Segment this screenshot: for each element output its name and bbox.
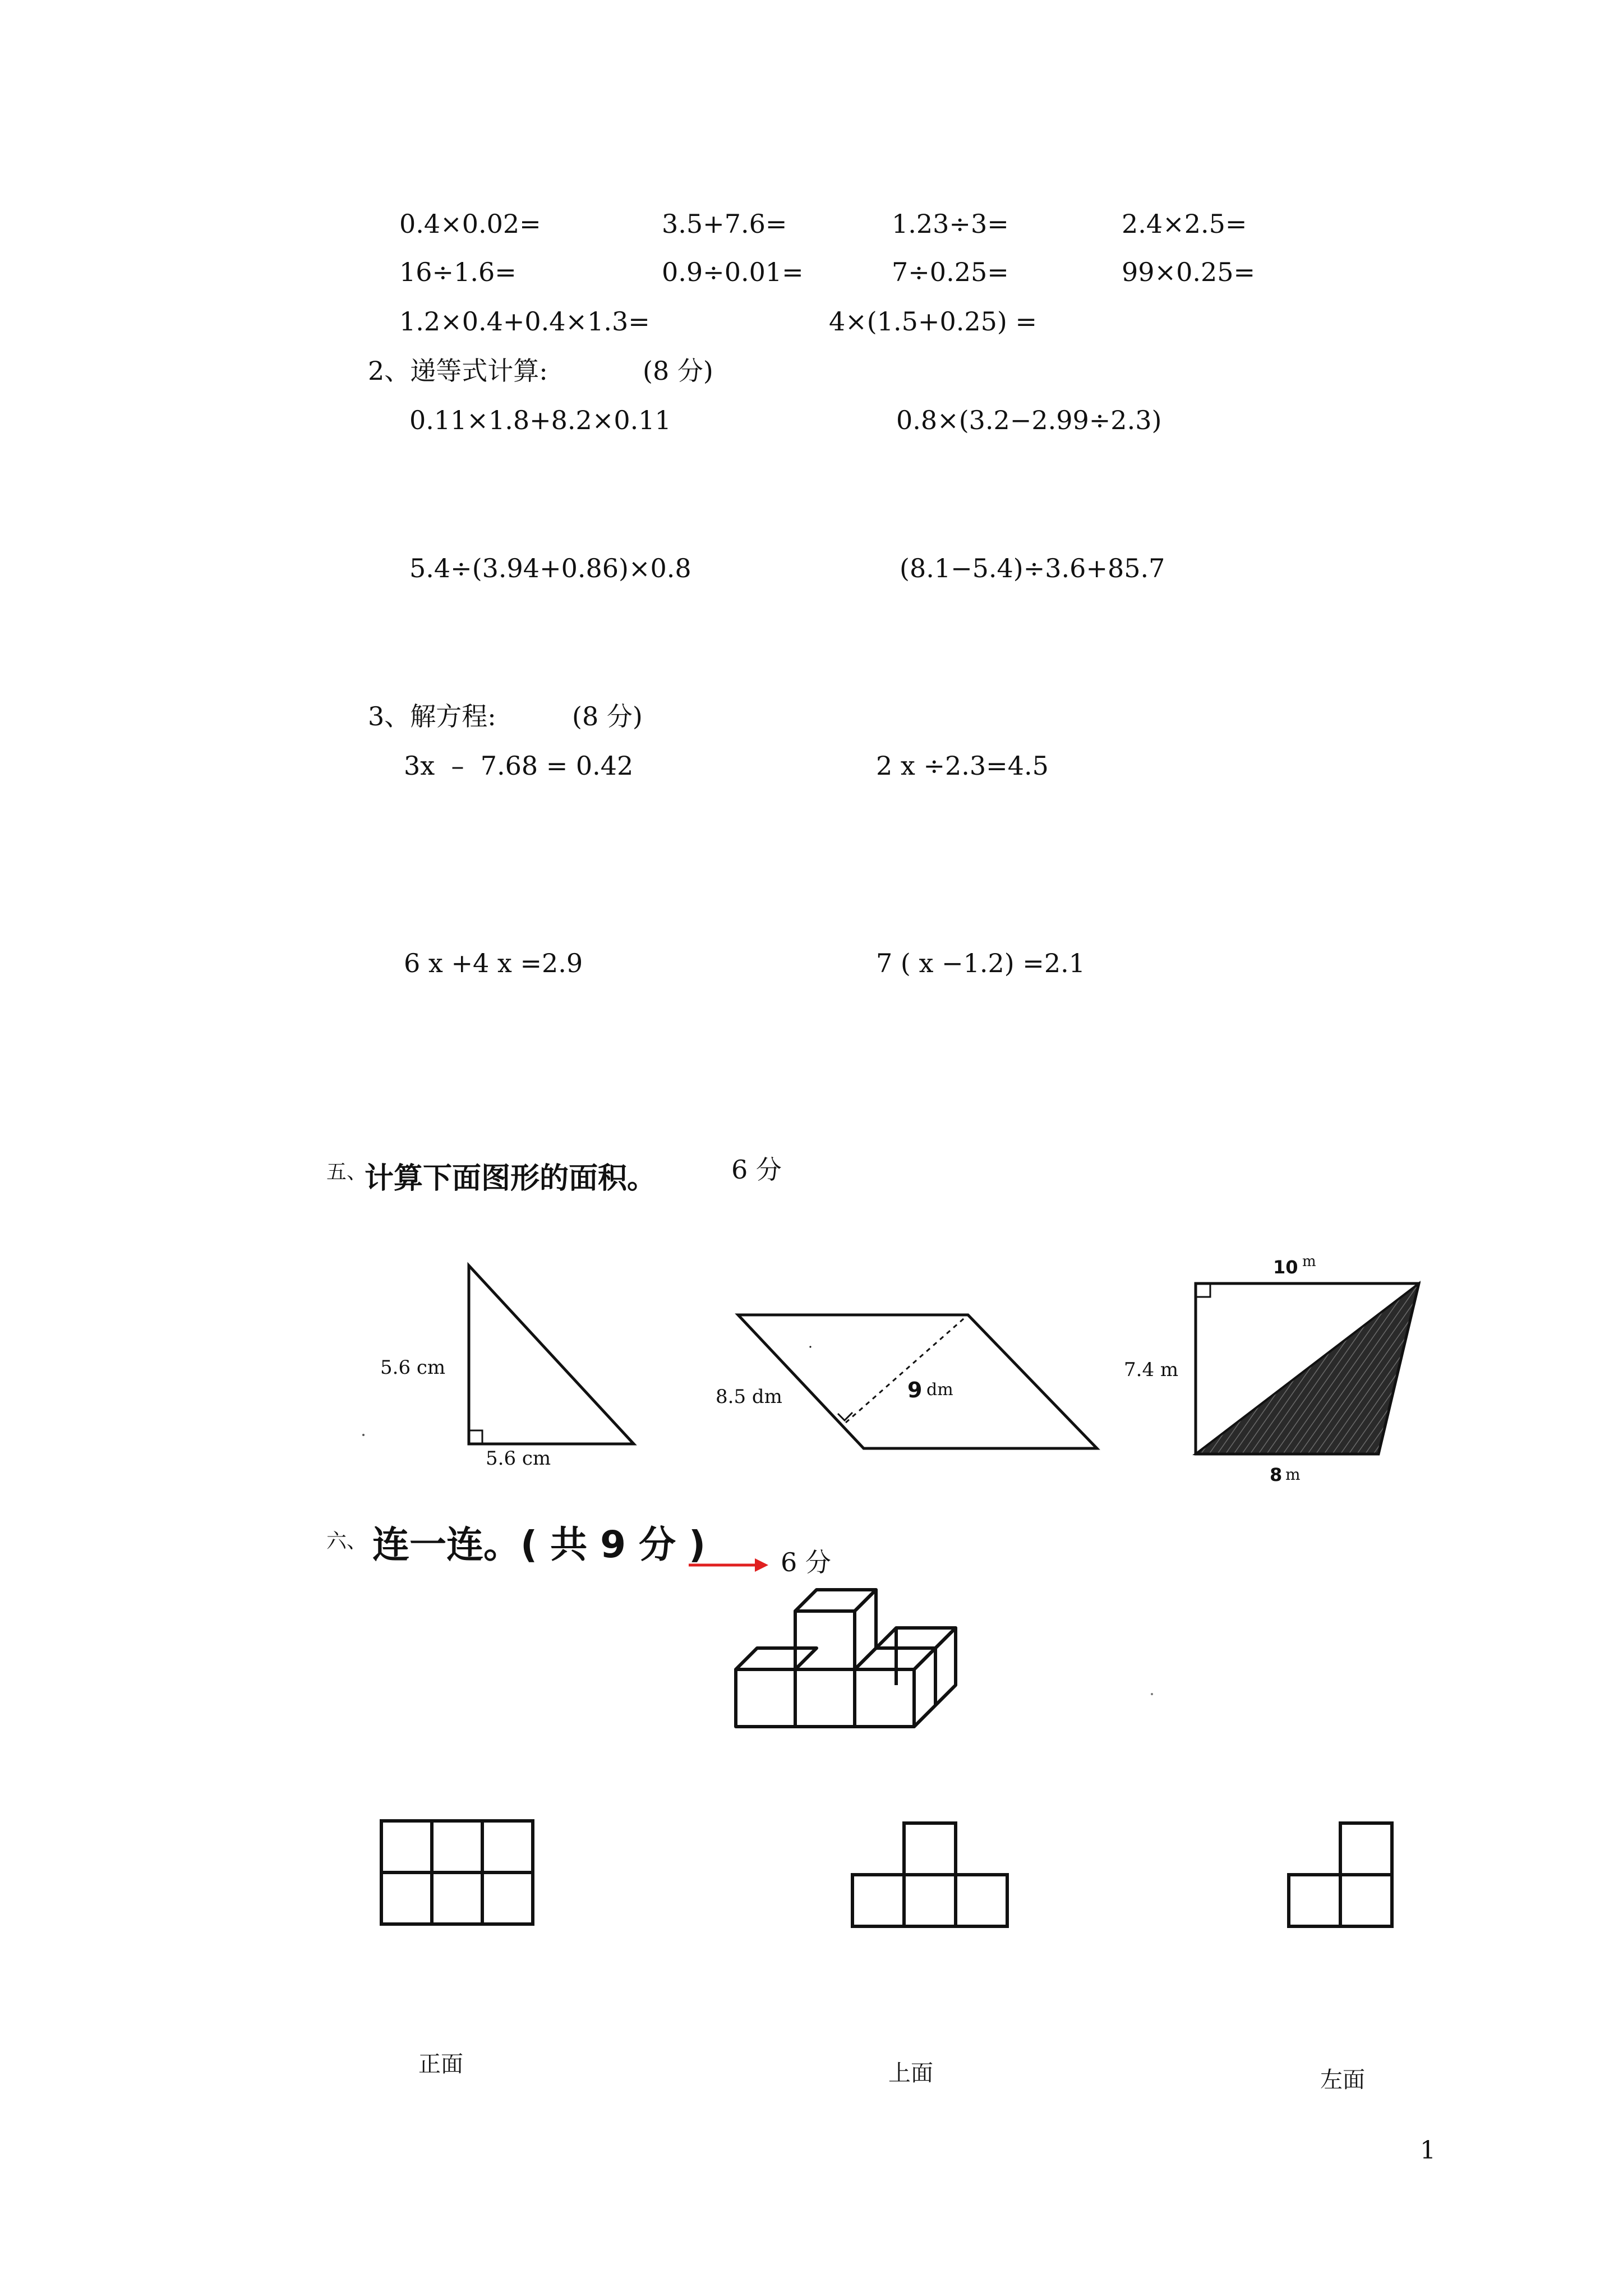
oral-r1-c3: 1.23÷3= <box>892 209 1009 239</box>
parallelogram-figure <box>738 1315 1097 1448</box>
fig1-height-label: 5.6 cm <box>380 1356 446 1379</box>
fig2-height-unit: dm <box>926 1380 953 1400</box>
fig3-top-unit: m <box>1302 1253 1316 1270</box>
sec2-item-2: 0.8×(3.2−2.99÷2.3) <box>896 405 1162 435</box>
trapezoid-figure <box>1196 1283 1419 1454</box>
oral-r2-c4: 99×0.25= <box>1122 257 1256 287</box>
oral-r1-c4: 2.4×2.5= <box>1122 209 1247 239</box>
sec3-item-1: 3x – 7.68 = 0.42 <box>404 751 634 781</box>
fig2-side-label: 8.5 dm <box>716 1386 782 1408</box>
oral-r2-c2: 0.9÷0.01= <box>662 257 804 287</box>
scan-speck <box>362 1434 365 1436</box>
oral-r2-c1: 16÷1.6= <box>399 257 517 287</box>
sec3-title: 3、解方程: <box>368 701 496 731</box>
top-view-grid[interactable] <box>852 1823 1007 1926</box>
sec5-title: 计算下面图形的面积。 <box>365 1162 657 1195</box>
sec6-score: 6 分 <box>781 1547 831 1577</box>
view-label-top: 上面 <box>888 2060 933 2086</box>
fig1-base-label: 5.6 cm <box>486 1447 551 1470</box>
oral-r3-c1: 1.2×0.4+0.4×1.3= <box>399 306 650 337</box>
sec2-item-3: 5.4÷(3.94+0.86)×0.8 <box>409 553 691 583</box>
view-label-front: 正面 <box>418 2051 463 2077</box>
sec2-score: (8 分) <box>643 356 713 386</box>
sec3-score: (8 分) <box>572 701 643 731</box>
fig3-left-label: 7.4 m <box>1124 1359 1179 1381</box>
red-arrow-icon <box>689 1558 768 1572</box>
cube-stack-figure <box>736 1590 956 1727</box>
fig3-bottom-unit: m <box>1285 1465 1301 1484</box>
sec5-number: 五、 <box>326 1161 367 1184</box>
sec3-item-2: 2 x ÷2.3=4.5 <box>876 751 1049 781</box>
sec6-title: 连一连。( 共 9 分 ) <box>372 1523 706 1566</box>
sec5-score: 6 分 <box>731 1154 782 1185</box>
page-number: 1 <box>1420 2136 1436 2165</box>
oral-r2-c3: 7÷0.25= <box>892 257 1009 287</box>
sec2-item-4: (8.1−5.4)÷3.6+85.7 <box>900 553 1165 583</box>
sec3-item-4: 7 ( x −1.2) =2.1 <box>876 948 1085 978</box>
oral-r1-c1: 0.4×0.02= <box>399 209 541 239</box>
right-triangle-figure <box>469 1266 634 1444</box>
view-label-left: 左面 <box>1320 2067 1365 2093</box>
left-view-grid[interactable] <box>1289 1823 1392 1926</box>
oral-r3-c2: 4×(1.5+0.25) = <box>829 306 1037 337</box>
sec3-item-3: 6 x +4 x =2.9 <box>404 948 583 978</box>
sec2-item-1: 0.11×1.8+8.2×0.11 <box>409 405 671 435</box>
fig2-height-number: 9 <box>907 1378 923 1402</box>
scan-speck <box>1151 1693 1153 1695</box>
front-view-grid[interactable] <box>381 1821 533 1924</box>
sec6-number: 六、 <box>326 1530 367 1553</box>
fig3-bottom-number: 8 <box>1270 1464 1283 1485</box>
fig3-top-number: 10 <box>1273 1257 1298 1278</box>
sec2-title: 2、递等式计算: <box>368 356 548 386</box>
oral-r1-c2: 3.5+7.6= <box>662 209 787 239</box>
